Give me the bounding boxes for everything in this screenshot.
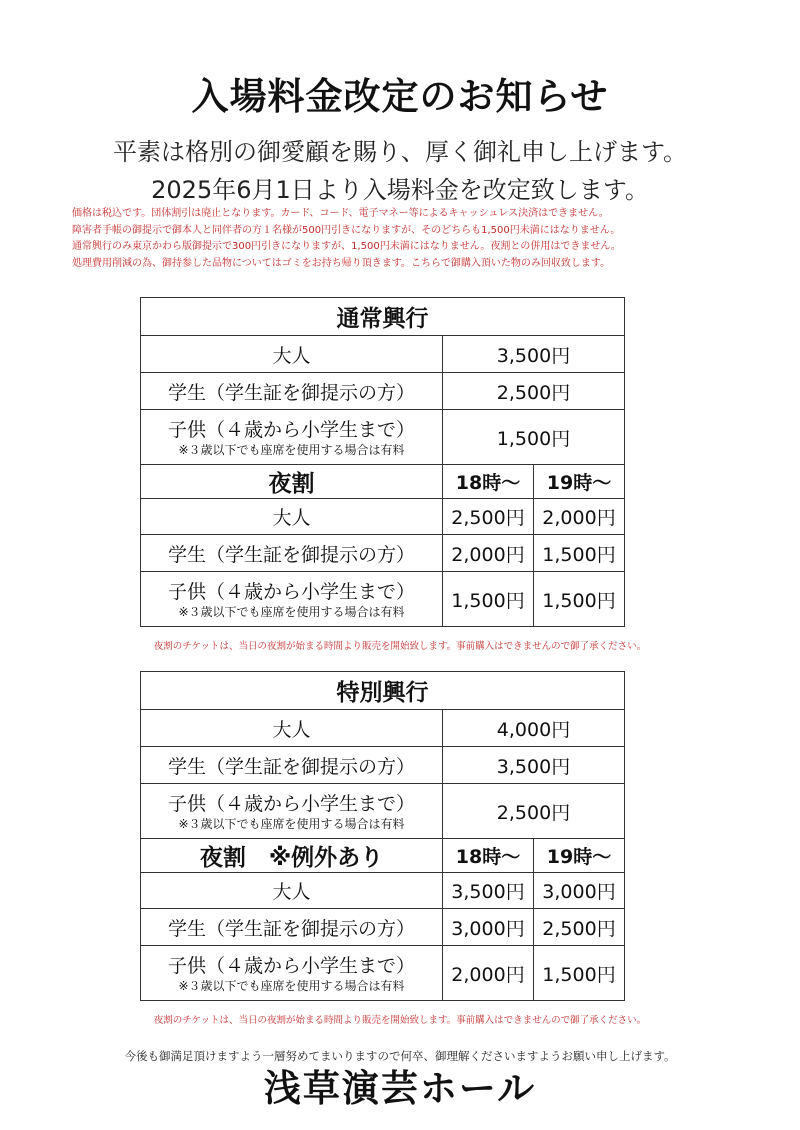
- night-adult-18: 2,500円: [443, 499, 534, 535]
- note-line: 障害者手帳の御提示で御本人と同伴者の方１名様が500円引きになりますが、そのどちらも1,500円未満にはなりません。: [72, 224, 621, 236]
- child-note: ※３歳以下でも座席を使用する場合は有料: [178, 443, 405, 457]
- child-label: 子供（４歳から小学生まで）: [167, 793, 415, 815]
- night-adult-label: 大人: [141, 499, 443, 535]
- night-student-label: 学生（学生証を御提示の方）: [141, 535, 443, 572]
- adult-label: 大人: [141, 336, 443, 373]
- student-label: 学生（学生証を御提示の方）: [141, 747, 443, 784]
- child-note: ※３歳以下でも座席を使用する場合は有料: [178, 817, 405, 831]
- child-label: 子供（４歳から小学生まで）: [167, 419, 415, 441]
- night-child-18: 1,500円: [443, 572, 534, 627]
- night-col-18: 18時～: [443, 465, 534, 499]
- venue-name: 浅草演芸ホール: [263, 1067, 537, 1110]
- night-col-19: 19時～: [534, 839, 625, 873]
- closing-message: 今後も御満足頂けますよう一層努めてまいりますので何卒、御理解くださいますようお願い申し上げます。: [124, 1049, 676, 1063]
- adult-label: 大人: [141, 710, 443, 747]
- student-label: 学生（学生証を御提示の方）: [141, 373, 443, 410]
- student-price: 3,500円: [443, 747, 625, 784]
- night-col-18: 18時～: [443, 839, 534, 873]
- child-price: 1,500円: [443, 410, 625, 465]
- night-student-label: 学生（学生証を御提示の方）: [141, 909, 443, 946]
- night-ticket-note: 夜割のチケットは、当日の夜割が始まる時間より販売を開始致します。事前購入はできませんので御了承ください。: [153, 641, 647, 652]
- note-line: 処理費用削減の為、御持参した品物についてはゴミをお持ち帰り頂きます。こちらで御購入頂いた物のみ回収致します。: [72, 257, 611, 269]
- night-child-18: 2,000円: [443, 946, 534, 1001]
- note-line: 価格は税込です。団体割引は廃止となります。カード、コード、電子マネー等によるキャッシュレス決済はできません。: [72, 208, 609, 219]
- notes-block: [72, 206, 732, 272]
- night-adult-19: 2,000円: [534, 499, 625, 535]
- night-adult-19: 3,000円: [534, 873, 625, 909]
- night-student-18: 2,000円: [443, 535, 534, 572]
- night-child-note: ※３歳以下でも座席を使用する場合は有料: [178, 979, 405, 993]
- night-header: 夜割 ※例外あり: [141, 839, 443, 873]
- night-student-18: 3,000円: [443, 909, 534, 946]
- adult-price: 4,000円: [443, 710, 625, 747]
- greeting-line-1: 平素は格別の御愛顧を賜り、厚く御礼申し上げます。: [112, 138, 688, 166]
- night-child-label: 子供（４歳から小学生まで）: [167, 955, 415, 977]
- regular-fee-table: [140, 297, 625, 627]
- child-cell: [141, 784, 443, 839]
- night-child-19: 1,500円: [534, 946, 625, 1001]
- night-child-cell: [141, 946, 443, 1001]
- child-price: 2,500円: [443, 784, 625, 839]
- adult-price: 3,500円: [443, 336, 625, 373]
- night-student-19: 1,500円: [534, 535, 625, 572]
- night-col-19: 19時～: [534, 465, 625, 499]
- child-cell: [141, 410, 443, 465]
- student-price: 2,500円: [443, 373, 625, 410]
- night-child-cell: [141, 572, 443, 627]
- night-child-note: ※３歳以下でも座席を使用する場合は有料: [178, 605, 405, 619]
- night-header: 夜割: [141, 465, 443, 499]
- night-child-label: 子供（４歳から小学生まで）: [167, 581, 415, 603]
- note-line: 通常興行のみ東京かわら版御提示で300円引きになりますが、1,500円未満にはなりません。夜割との併用はできません。: [72, 241, 621, 252]
- greeting-line-2: 2025年6月1日より入場料金を改定致します。: [151, 176, 649, 204]
- night-ticket-note-2: 夜割のチケットは、当日の夜割が始まる時間より販売を開始致します。事前購入はできませんので御了承ください。: [153, 1015, 647, 1026]
- special-fee-table: [140, 671, 625, 1001]
- regular-header: 通常興行: [141, 298, 625, 336]
- night-adult-18: 3,500円: [443, 873, 534, 909]
- night-adult-label: 大人: [141, 873, 443, 909]
- night-child-19: 1,500円: [534, 572, 625, 627]
- night-student-19: 2,500円: [534, 909, 625, 946]
- special-header: 特別興行: [141, 672, 625, 710]
- page-title: 入場料金改定のお知らせ: [191, 75, 609, 118]
